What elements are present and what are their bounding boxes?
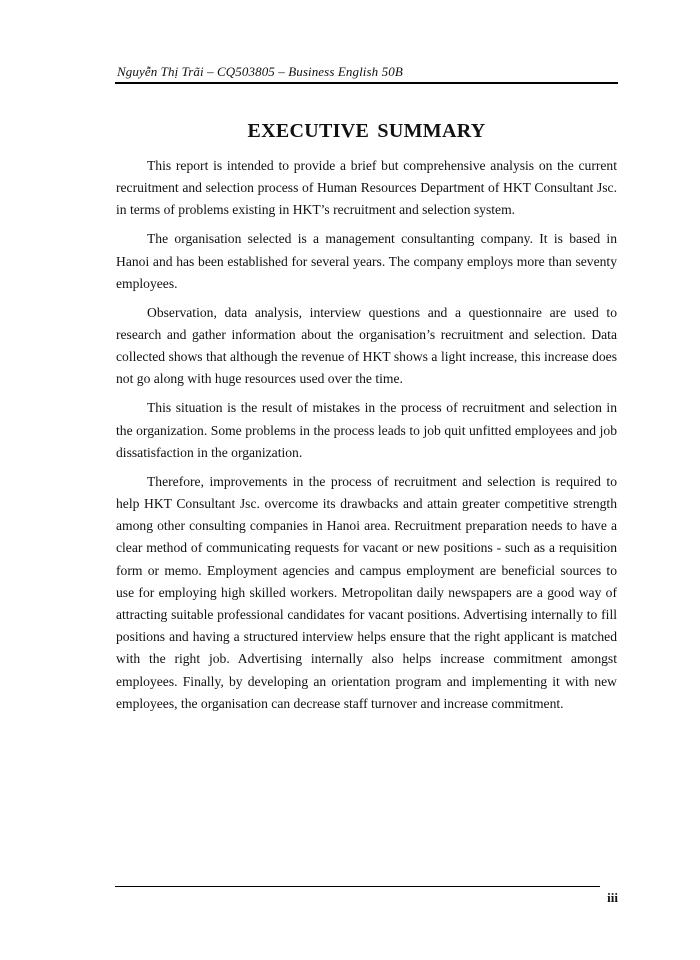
paragraph-recommendations: Therefore, improvements in the process of recruitment and selection is required to help HKT Consultant Jsc. overcome its drawbacks and attain greater competitive strength among other consulting companies in Hanoi area. Recruitment preparation needs to have a clear method of communicating requests for vacant or new positions - such as a requisition form or memo. Employment agencies and campus employment are beneficial sources to use for employing high skilled workers. Metropolitan daily newspapers are a good way of attracting suitable professional candidates for vacant positions. Advertising internally to fill positions and having a structured interview helps ensure that the right applicant is matched with the right job. Advertising internally also helps increase commitment amongst employees. Finally, by developing an orientation program and implementing it with new employees, the organisation can decrease staff turnover and increase commitment. [116,473,617,711]
paragraph-organisation: The organisation selected is a management consultanting company. It is based in Hanoi and has been established for several years. The company employs more than seventy employees. [116,231,617,291]
running-header: Nguyễn Thị Trãi – CQ503805 – Business English 50B [117,64,403,79]
page-title: EXECUTIVE SUMMARY [247,120,486,142]
paragraph-purpose: This report is intended to provide a brief but comprehensive analysis on the current recruitment and selection process of Human Resources Department of HKT Consultant Jsc. in terms of problems existing in HKT’s recruitment and selection system. [116,158,617,218]
paragraph-situation: This situation is the result of mistakes in the process of recruitment and selection in the organization. Some problems in the process leads to job quit unfitted employees and job dissatisfaction in the organization. [116,400,617,460]
footer-rule [115,886,600,887]
page-number: iii [607,890,618,905]
paragraph-methods: Observation, data analysis, interview questions and a questionnaire are used to research and gather information about the organisation’s recruitment and selection. Data collected shows that although the revenue of HKT shows a light increase, this increase does not go along with huge resources used over the time. [116,304,617,387]
header-rule [115,82,618,84]
summary-body [116,155,617,722]
